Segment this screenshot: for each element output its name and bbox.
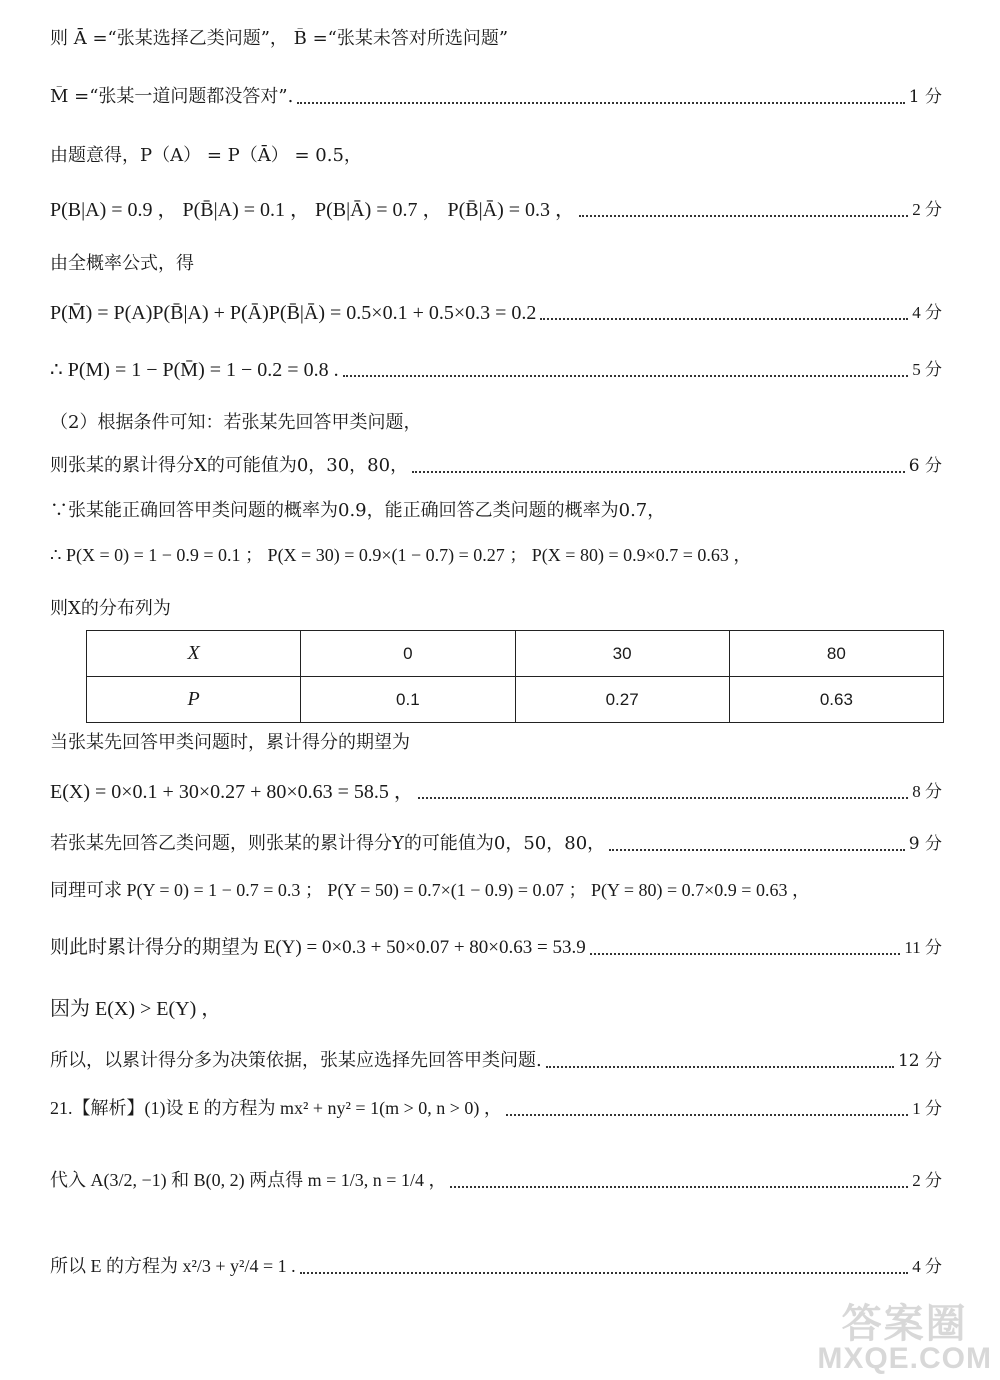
line-text: 由题意得，P（A） = P（Ā） = 0.5， [50,145,362,166]
line-text: 同理可求 P(Y = 0) = 1 − 0.7 = 0.3 ； P(Y = 50) = 0.7×(1 − 0.9) = 0.07 ； P(Y = 80) = 0.7×0.9 = 0.63 ， [50,880,810,900]
text-line [50,455,942,477]
line-text: ∴ P(X = 0) = 1 − 0.9 = 0.1 ； P(X = 30) = 0.9×(1 − 0.7) = 0.27 ； P(X = 80) = 0.9×0.7 = 0.63 ， [50,545,752,565]
dot-leader [418,797,908,799]
line-text: ∵张某能正确回答甲类问题的概率为0.9，能正确回答乙类问题的概率为0.7， [50,500,666,521]
table-cell: 0.1 [301,677,515,723]
score-label: 4 分 [912,302,942,322]
table-cell: 80 [729,631,943,677]
line-text: ∴ P(M) = 1 − P(M̄) = 1 − 0.2 = 0.8 . [50,359,339,381]
dot-leader [590,953,901,955]
dot-leader [540,318,908,320]
line-text: 若张某先回答乙类问题，则张某的累计得分Y的可能值为0，50，80， [50,833,606,854]
line-text: 因为 E(X) > E(Y) ， [50,998,222,1020]
site-watermark [817,1304,992,1374]
score-label: 12 分 [897,1050,942,1071]
line-text: 代入 A(3/2, −1) 和 B(0, 2) 两点得 m = 1/3, n = 1/4 ， [50,1170,447,1190]
text-line [50,198,942,222]
text-line [50,145,942,167]
dot-leader [609,849,905,851]
line-text: 由全概率公式，得 [50,253,194,274]
line-text: E(X) = 0×0.1 + 30×0.27 + 80×0.63 = 58.5 ， [50,781,414,803]
dot-leader [412,471,905,473]
text-line [50,780,942,804]
table-cell: 0 [301,631,515,677]
score-label: 6 分 [908,455,942,476]
score-label: 9 分 [908,833,942,854]
dot-leader [506,1114,908,1116]
line-text: 21.【解析】(1)设 E 的方程为 mx² + ny² = 1(m > 0, n > 0) ， [50,1098,502,1118]
line-text: 当张某先回答甲类问题时，累计得分的期望为 [50,732,410,753]
score-label: 5 分 [912,359,942,379]
dot-leader [579,215,908,217]
line-text: 则此时累计得分的期望为 E(Y) = 0×0.3 + 50×0.07 + 80×0.63 = 53.9 [50,937,586,958]
text-line [50,937,942,960]
text-line [50,1170,942,1192]
text-line [50,28,942,50]
line-text: M̄ =“张某一道问题都没答对”. [50,86,294,107]
watermark-url: MXQE.COM [817,1342,992,1375]
line-text: 所以，以累计得分多为决策依据，张某应选择先回答甲类问题. [50,1050,542,1071]
dot-leader [546,1066,894,1068]
line-text: 则 Ā =“张某选择乙类问题”， B̄ =“张某未答对所选问题” [50,28,509,49]
text-line [50,1256,942,1278]
dot-leader [450,1186,908,1188]
distribution-table [86,630,944,723]
text-line [50,598,942,620]
text-line [50,412,942,434]
text-line [50,301,942,325]
line-text: 则张某的累计得分X的可能值为0，30，80， [50,455,409,476]
text-line [50,1098,942,1120]
line-text: 所以 E 的方程为 x²/3 + y²/4 = 1 . [50,1256,296,1276]
line-text: P(B|A) = 0.9 ， P(B̄|A) = 0.1 ， P(B|Ā) = 0.7 ， P(B̄|Ā) = 0.3 ， [50,199,576,221]
line-text: （2）根据条件可知：若张某先回答甲类问题， [50,412,422,433]
table-cell: 0.63 [729,677,943,723]
text-line [50,880,942,902]
text-line [50,1050,942,1072]
score-label: 4 分 [912,1256,942,1276]
table-cell: 30 [515,631,729,677]
score-label: 8 分 [912,781,942,801]
table-cell: P [87,677,301,723]
score-label: 2 分 [912,1170,942,1190]
dot-leader [343,375,909,377]
table-row [87,677,944,723]
text-line [50,358,942,382]
score-label: 11 分 [904,938,942,958]
dot-leader [300,1272,909,1274]
dot-leader [297,102,904,104]
text-line [50,86,942,108]
text-line [50,545,942,567]
text-line [50,833,942,855]
table-row [87,631,944,677]
line-text: P(M̄) = P(A)P(B̄|A) + P(Ā)P(B̄|Ā) = 0.5×0.1 + 0.5×0.3 = 0.2 [50,302,537,324]
text-line [50,500,942,522]
score-label: 2 分 [912,199,942,219]
table-cell: X [87,631,301,677]
score-label: 1 分 [908,86,942,107]
text-line [50,997,942,1021]
table-cell: 0.27 [515,677,729,723]
line-text: 则X的分布列为 [50,598,171,619]
watermark-logo-text: 答案圈 [841,1302,968,1346]
text-line [50,732,942,754]
score-label: 1 分 [912,1098,942,1118]
text-line [50,253,942,275]
